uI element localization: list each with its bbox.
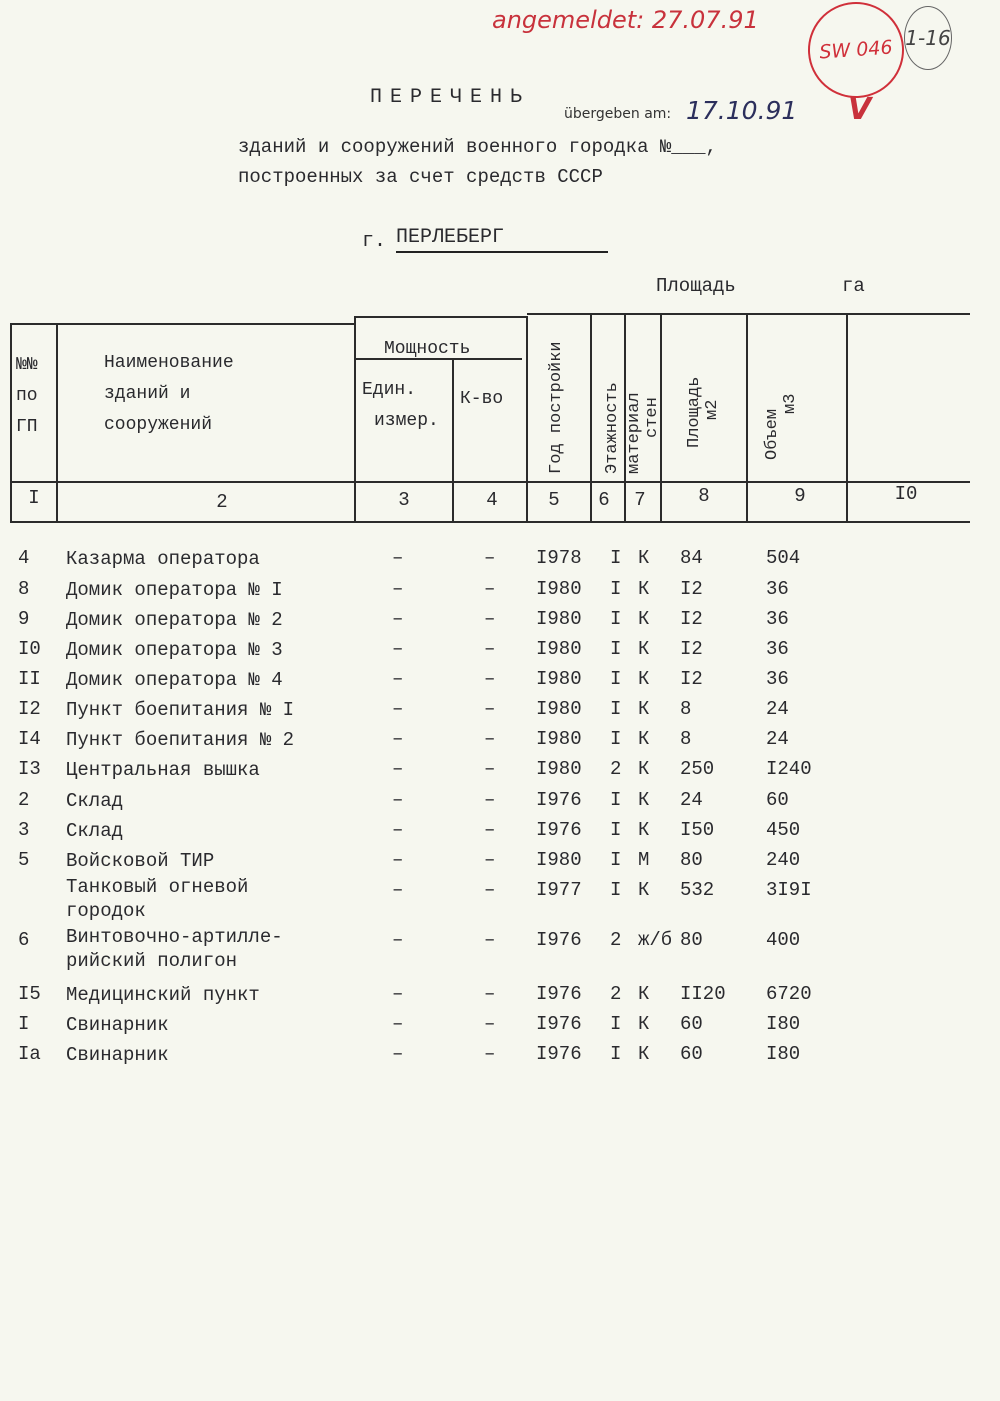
cell-area: 60 [680,1043,703,1065]
cell-volume: 36 [766,608,789,630]
header-top-rule [527,313,970,315]
cell-unit: – [392,849,404,871]
cell-unit: – [392,547,404,569]
cell-qty: – [484,1013,496,1035]
table-row [0,758,1000,788]
column-divider [354,316,356,523]
cell-material: К [638,668,650,690]
header-name-line: зданий и [104,384,191,404]
cell-area: I2 [680,638,703,660]
cell-floors: I [610,728,622,750]
cell-floors: I [610,638,622,660]
cell-floors: I [610,879,622,901]
cell-floors: I [610,849,622,871]
column-divider [56,323,58,523]
cell-volume: 450 [766,819,801,841]
header-material-line: стен [643,397,662,438]
cell-year: I980 [536,758,582,780]
cell-qty: – [484,608,496,630]
cell-material: К [638,578,650,600]
column-divider [846,313,848,523]
table-row [0,1013,1000,1043]
column-number: 8 [698,485,710,507]
cell-area: 24 [680,789,703,811]
cell-volume: I240 [766,758,812,780]
cell-volume: 400 [766,929,801,951]
cell-qty: – [484,879,496,901]
cell-volume: 36 [766,578,789,600]
cell-qty: – [484,789,496,811]
archive-stamp [805,0,907,101]
cell-no: I2 [18,698,41,720]
column-number: 7 [634,489,646,511]
cell-qty: – [484,983,496,1005]
area-unit: га [842,275,865,297]
cell-area: I2 [680,578,703,600]
city-name: ПЕРЛЕБЕРГ [396,226,608,253]
cell-year: I980 [536,849,582,871]
column-number: 2 [216,491,228,513]
cell-year: I976 [536,789,582,811]
cell-year: I976 [536,983,582,1005]
cell-name: Склад [66,790,124,812]
header-top-rule [355,316,527,318]
cell-volume: I80 [766,1043,801,1065]
cell-no: 9 [18,608,30,630]
column-number: 9 [794,485,806,507]
cell-material: К [638,547,650,569]
cell-unit: – [392,789,404,811]
cell-qty: – [484,698,496,720]
cell-floors: I [610,1013,622,1035]
column-divider [452,358,454,523]
cell-name: Танковый огневой городок [66,876,249,922]
cell-area: 84 [680,547,703,569]
cell-floors: 2 [610,983,622,1005]
cell-qty: – [484,758,496,780]
cell-no: 3 [18,819,30,841]
header-name-line: Наименование [104,353,234,373]
cell-area: I2 [680,608,703,630]
cell-year: I980 [536,698,582,720]
cell-area: 80 [680,849,703,871]
document-subtitle-line2: построенных за счет средств СССР [238,166,603,188]
column-number: I0 [894,483,918,505]
cell-name: Свинарник [66,1014,169,1036]
cell-material: ж/б [638,929,673,951]
header-top-rule [10,323,355,325]
cell-unit: – [392,819,404,841]
cell-material: К [638,1013,650,1035]
cell-unit: – [392,638,404,660]
cell-name: Пункт боепитания № 2 [66,729,295,751]
cell-no: Iа [18,1043,41,1065]
cell-volume: 3I9I [766,879,812,901]
cell-no: I4 [18,728,41,750]
cell-material: К [638,728,650,750]
cell-volume: 6720 [766,983,812,1005]
cell-area: 532 [680,879,715,901]
header-mid-rule [10,481,970,483]
cell-unit: – [392,1013,404,1035]
header-bottom-rule [10,521,970,523]
cell-qty: – [484,819,496,841]
cell-unit: – [392,668,404,690]
cell-unit: – [392,758,404,780]
column-number: I [28,487,40,509]
header-unit-line: измер. [374,411,439,431]
area-label: Площадь [656,275,736,297]
cell-area: 60 [680,1013,703,1035]
header-floors: Этажность [603,382,622,474]
cell-material: К [638,789,650,811]
cell-floors: 2 [610,758,622,780]
header-no [16,350,38,443]
cell-unit: – [392,728,404,750]
column-number: 5 [548,489,560,511]
header-material [626,392,662,474]
cell-year: I980 [536,608,582,630]
cell-year: I976 [536,929,582,951]
stamp-text: SW 046 [818,36,894,64]
handover-stamp-label: übergeben am: [564,106,672,122]
cell-name: Казарма оператора [66,548,260,570]
cell-area: II20 [680,983,726,1005]
cell-material: К [638,983,650,1005]
header-unit [362,375,439,437]
table-row [0,728,1000,758]
cell-floors: I [610,547,622,569]
table-row [0,789,1000,819]
table-row [0,608,1000,638]
cell-year: I980 [536,728,582,750]
table-row [0,876,1000,922]
cell-unit: – [392,983,404,1005]
cell-unit: – [392,698,404,720]
cell-volume: 36 [766,668,789,690]
header-capacity: Мощность [384,339,471,359]
table-row [0,926,1000,972]
table-row [0,819,1000,849]
cell-floors: I [610,668,622,690]
table-row [0,668,1000,698]
cell-name: Свинарник [66,1044,169,1066]
cell-qty: – [484,547,496,569]
cell-no: I [18,1013,30,1035]
cell-floors: I [610,789,622,811]
cell-name: Винтовочно-артилле- рийский полигон [66,926,283,972]
header-area-line: Площадь [685,376,704,448]
cell-material: М [638,849,650,871]
cell-name: Пункт боепитания № I [66,699,295,721]
header-name-line: сооружений [104,415,213,435]
page-reference [904,6,952,70]
cell-no: 2 [18,789,30,811]
cell-year: I977 [536,879,582,901]
cell-name: Домик оператора № 4 [66,669,283,691]
header-no-line: по [16,386,38,406]
cell-name: Домик оператора № I [66,579,283,601]
cell-qty: – [484,849,496,871]
cell-floors: I [610,1043,622,1065]
cell-no: I3 [18,758,41,780]
cell-no: I0 [18,638,41,660]
cell-floors: I [610,698,622,720]
cell-volume: 60 [766,789,789,811]
header-unit-line: Един. [362,380,417,400]
header-volume [764,394,800,460]
registration-note: angemeldet: 27.07.91 [492,6,759,34]
table-row [0,638,1000,668]
column-number: 3 [398,489,410,511]
cell-qty: – [484,638,496,660]
cell-qty: – [484,1043,496,1065]
cell-name: Домик оператора № 2 [66,609,283,631]
cell-qty: – [484,668,496,690]
cell-qty: – [484,578,496,600]
table-row [0,578,1000,608]
table-row [0,698,1000,728]
cell-qty: – [484,728,496,750]
cell-area: I50 [680,819,715,841]
cell-no: I5 [18,983,41,1005]
cell-unit: – [392,578,404,600]
header-area-line: м2 [703,399,722,420]
cell-volume: 240 [766,849,801,871]
cell-name: Склад [66,820,124,842]
page-reference-text: 1-16 [905,26,951,50]
cell-area: 80 [680,929,703,951]
cell-name: Центральная вышка [66,759,260,781]
cell-year: I980 [536,578,582,600]
cell-no: 8 [18,578,30,600]
cell-material: К [638,879,650,901]
header-year: Год постройки [547,341,566,474]
table-row [0,1043,1000,1073]
column-number: 4 [486,489,498,511]
cell-area: 250 [680,758,715,780]
column-divider [746,313,748,523]
cell-name: Войсковой ТИР [66,850,215,872]
column-number: 6 [598,489,610,511]
header-qty: К-во [460,389,504,409]
document-subtitle-line1: зданий и сооружений военного городка №___, [238,136,717,158]
cell-material: К [638,819,650,841]
cell-year: I976 [536,819,582,841]
cell-volume: 504 [766,547,801,569]
cell-area: 8 [680,698,692,720]
table-row [0,547,1000,577]
check-mark: V [848,92,872,127]
cell-no: 6 [18,929,30,951]
header-material-line: материал [625,392,644,474]
cell-material: К [638,758,650,780]
cell-material: К [638,608,650,630]
cell-volume: I80 [766,1013,801,1035]
column-divider [526,316,528,523]
cell-volume: 24 [766,698,789,720]
cell-year: I980 [536,638,582,660]
cell-year: I978 [536,547,582,569]
cell-area: I2 [680,668,703,690]
cell-material: К [638,1043,650,1065]
header-no-line: №№ [16,355,38,375]
cell-floors: 2 [610,929,622,951]
cell-volume: 36 [766,638,789,660]
header-volume-line: м3 [781,393,800,414]
cell-volume: 24 [766,728,789,750]
document-title: ПЕРЕЧЕНЬ [370,86,531,109]
cell-unit: – [392,608,404,630]
cell-year: I980 [536,668,582,690]
cell-year: I976 [536,1043,582,1065]
cell-no: 5 [18,849,30,871]
cell-floors: I [610,608,622,630]
cell-no: II [18,668,41,690]
header-area [686,377,722,448]
cell-unit: – [392,1043,404,1065]
city-prefix: г. [362,230,387,253]
cell-floors: I [610,819,622,841]
table-row [0,983,1000,1013]
cell-unit: – [392,879,404,901]
header-no-line: ГП [16,417,38,437]
cell-area: 8 [680,728,692,750]
cell-material: К [638,698,650,720]
header-volume-line: Объем [763,408,782,460]
cell-material: К [638,638,650,660]
cell-floors: I [610,578,622,600]
column-divider [10,323,12,523]
cell-name: Домик оператора № 3 [66,639,283,661]
cell-no: 4 [18,547,30,569]
handover-date: 17.10.91 [686,96,798,125]
cell-year: I976 [536,1013,582,1035]
cell-unit: – [392,929,404,951]
header-name [104,348,234,441]
cell-qty: – [484,929,496,951]
cell-name: Медицинский пункт [66,984,260,1006]
